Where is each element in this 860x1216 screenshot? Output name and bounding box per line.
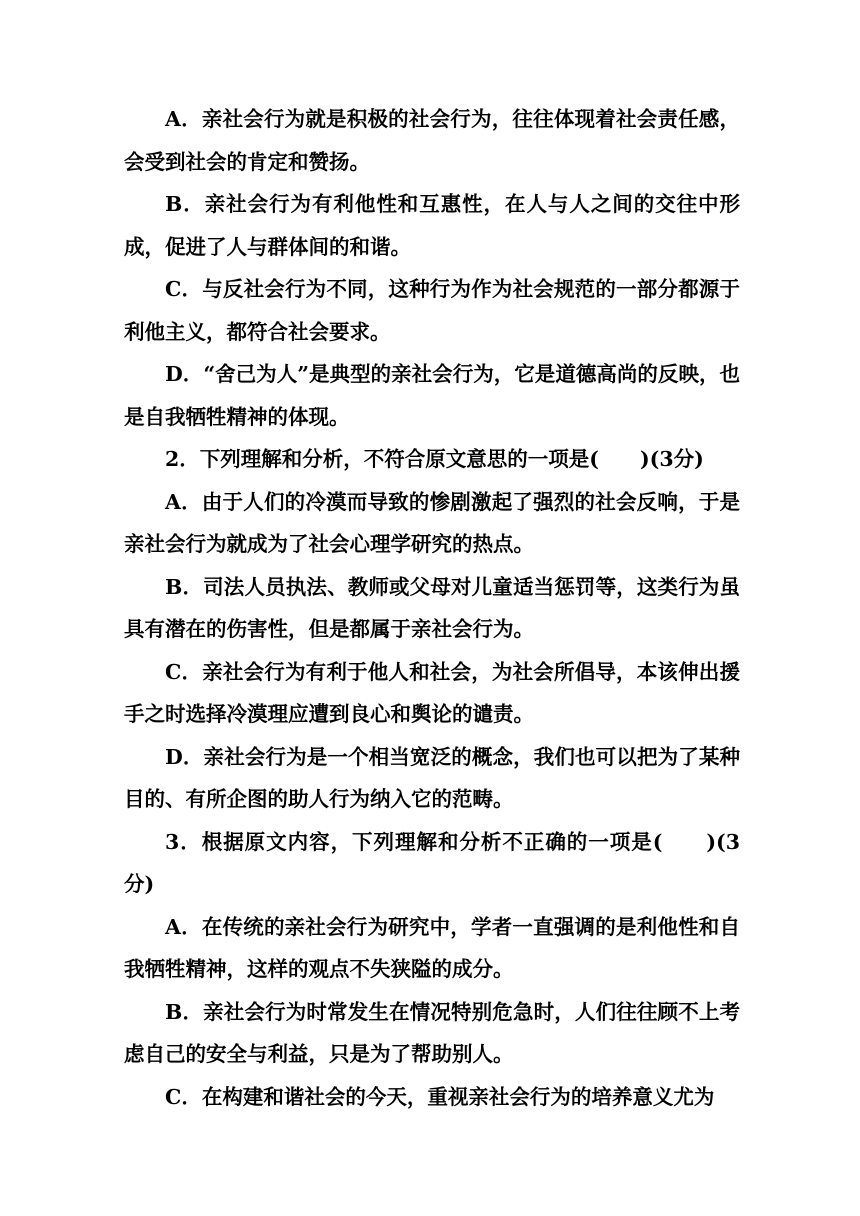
- q2-option-d: D．亲社会行为是一个相当宽泛的概念，我们也可以把为了某种目的、有所企图的助人行为纳入它的范畴。: [124, 744, 740, 811]
- option-b-paragraph: B．亲社会行为有利他性和互惠性，在人与人之间的交往中形成，促进了人与群体间的和谐。: [124, 192, 740, 259]
- option-c-paragraph: C．与反社会行为不同，这种行为作为社会规范的一部分都源于利他主义，都符合社会要求。: [124, 277, 740, 344]
- q3-option-a: A．在传统的亲社会行为研究中，学者一直强调的是利他性和自我牺牲精神，这样的观点不失狭隘的成分。: [124, 914, 740, 981]
- question-2-stem: 2．下列理解和分析，不符合原文意思的一项是( )(3分): [165, 447, 704, 471]
- question-3-stem: 3．根据原文内容，下列理解和分析不正确的一项是( )(3分): [124, 829, 740, 896]
- q2-option-c: C．亲社会行为有利于他人和社会，为社会所倡导，本该伸出援手之时选择冷漠理应遭到良心和舆论的谴责。: [124, 659, 740, 726]
- option-d-paragraph: D．“舍己为人”是典型的亲社会行为，它是道德高尚的反映，也是自我牺牲精神的体现。: [124, 362, 740, 429]
- q3-option-b: B．亲社会行为时常发生在情况特别危急时，人们往往顾不上考虑自己的安全与利益，只是为了帮助别人。: [124, 999, 740, 1066]
- q2-option-a: A．由于人们的冷漠而导致的惨剧激起了强烈的社会反响，于是亲社会行为就成为了社会心理学研究的热点。: [124, 489, 740, 556]
- q3-option-c: C．在构建和谐社会的今天，重视亲社会行为的培养意义尤为: [165, 1084, 715, 1109]
- document-body: [124, 98, 740, 1118]
- option-a-paragraph: A．亲社会行为就是积极的社会行为，往往体现着社会责任感，会受到社会的肯定和赞扬。: [124, 107, 740, 174]
- q2-option-b: B．司法人员执法、教师或父母对儿童适当惩罚等，这类行为虽具有潜在的伤害性，但是都属于亲社会行为。: [124, 574, 740, 641]
